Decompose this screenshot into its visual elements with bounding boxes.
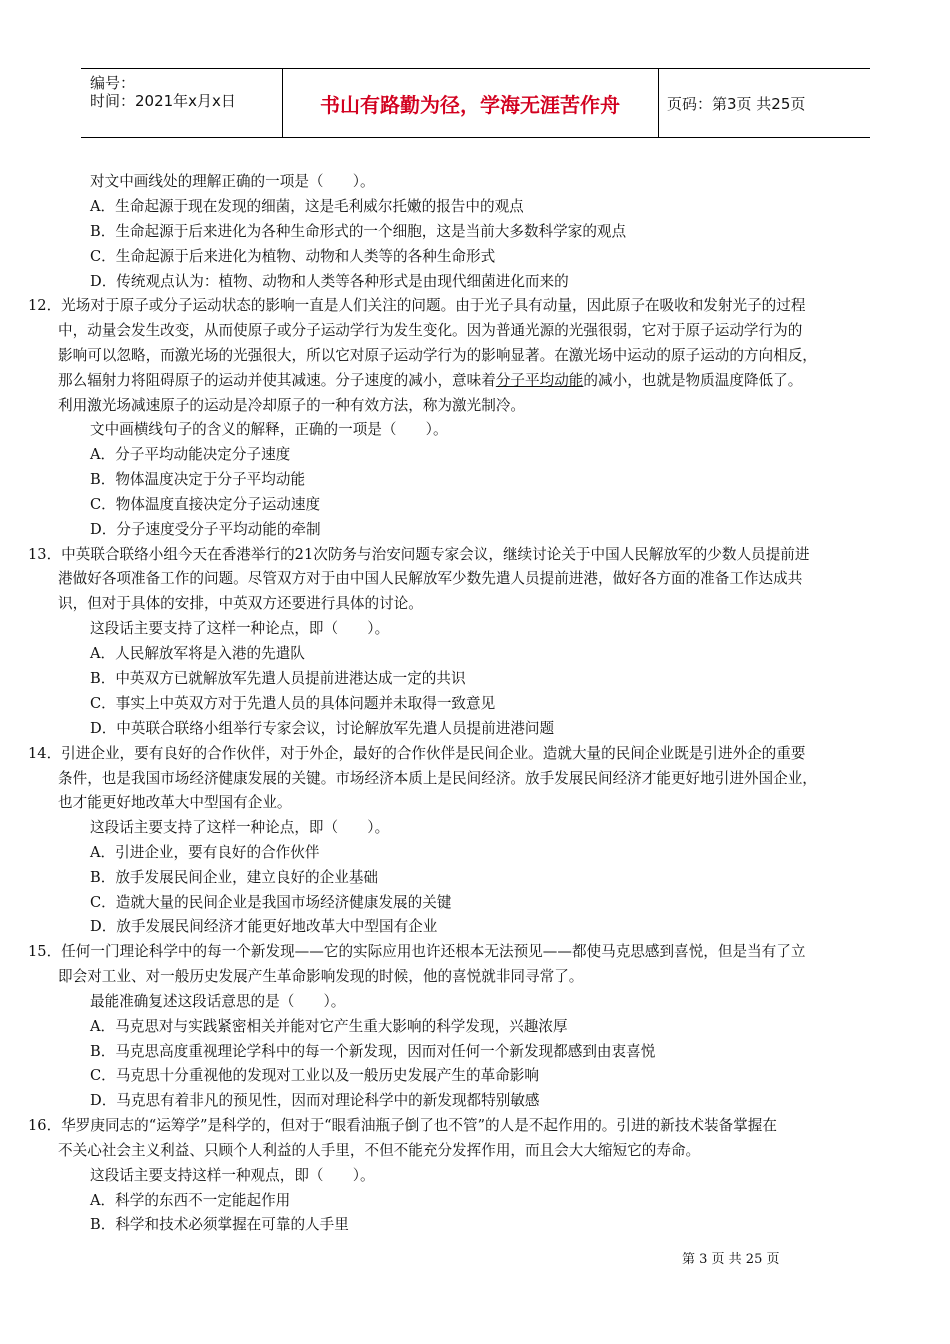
- text-line: B．马克思高度重视理论学科中的每一个新发现，因而对任何一个新发现都感到由衷喜悦: [90, 1043, 656, 1060]
- text-line: C．物体温度直接决定分子运动速度: [90, 496, 321, 513]
- text-line: 港做好各项准备工作的问题。尽管双方对于由中国人民解放军少数先遣人员提前进港，做好各方面的准备工作达成共: [58, 570, 803, 587]
- text-line: C．马克思十分重视他的发现对工业以及一般历史发展产生的革命影响: [90, 1067, 539, 1084]
- text-line: 条件，也是我国市场经济健康发展的关键。市场经济本质上是民间经济。放手发展民间经济才能更好地引进外国企业，: [58, 770, 817, 787]
- text-line: D．放手发展民间经济才能更好地改革大中型国有企业: [90, 918, 438, 935]
- underlined-phrase: 分子平均动能: [495, 372, 584, 389]
- text-line: 最能准确复述这段话意思的是（ ）。: [90, 993, 346, 1010]
- text-line: 这段话主要支持这样一种观点，即（ ）。: [90, 1167, 375, 1184]
- text-line: B．生命起源于后来进化为各种生命形式的一个细胞，这是当前大多数科学家的观点: [90, 223, 627, 240]
- text-line: 影响可以忽略，而激光场的光强很大，所以它对原子运动学行为的影响显著。在激光场中运动的原子运动的方向相反，: [58, 347, 817, 364]
- page-footer: 第 3 页 共 25 页: [682, 1252, 780, 1267]
- text-line: B．放手发展民间企业，建立良好的企业基础: [90, 869, 379, 886]
- text-line: 利用激光场减速原子的运动是冷却原子的一种有效方法，称为激光制冷。: [58, 397, 526, 414]
- page-info: 页码：第3页 共25页: [667, 94, 806, 113]
- text-line: 16．华罗庚同志的“运筹学”是科学的，但对于“眼看油瓶子倒了也不管”的人是不起作用的。引进的新技术装备掌握在: [28, 1117, 777, 1134]
- header-meta-cell: [81, 69, 283, 137]
- code-label: 编号：: [90, 74, 136, 92]
- page-header: [81, 68, 870, 138]
- text-line: 14．引进企业，要有良好的合作伙伴，对于外企，最好的合作伙伴是民间企业。造就大量的民间企业既是引进外企的重要: [28, 745, 806, 762]
- text-line: A．科学的东西不一定能起作用: [90, 1192, 291, 1209]
- text-line: A．生命起源于现在发现的细菌，这是毛利威尔托嫩的报告中的观点: [90, 198, 524, 215]
- text-line: C．事实上中英双方对于先遣人员的具体问题并未取得一致意见: [90, 695, 496, 712]
- text-line: 13．中英联合联络小组今天在香港举行的21次防务与治安问题专家会议，继续讨论关于中国人民解放军的少数人员提前进: [28, 546, 810, 563]
- text-line: D．传统观点认为：植物、动物和人类等各种形式是由现代细菌进化而来的: [90, 273, 569, 290]
- text-line: 这段话主要支持了这样一种论点，即（ ）。: [90, 620, 390, 637]
- text-line: 即会对工业、对一般历史发展产生革命影响发现的时候，他的喜悦就非同寻常了。: [58, 968, 584, 985]
- text-line: D．马克思有着非凡的预见性，因而对理论科学中的新发现都特别敏感: [90, 1092, 540, 1109]
- time-label: 时间：2021年x月x日: [90, 92, 236, 110]
- text-line: B．中英双方已就解放军先遣人员提前进港达成一定的共识: [90, 670, 466, 687]
- text-line: 不关心社会主义利益、只顾个人利益的人手里，不但不能充分发挥作用，而且会大大缩短它的寿命。: [58, 1142, 701, 1159]
- text-line: 文中画横线句子的含义的解释，正确的一项是（ ）。: [90, 421, 448, 438]
- text-line: D．中英联合联络小组举行专家会议，讨论解放军先遣人员提前进港问题: [90, 720, 555, 737]
- text-line: A．马克思对与实践紧密相关并能对它产生重大影响的科学发现，兴趣浓厚: [90, 1018, 568, 1035]
- motto: 书山有路勤为径，学海无涯苦作舟: [282, 69, 659, 137]
- text-line: 15．任何一门理论科学中的每一个新发现——它的实际应用也许还根本无法预见——都使马克思感到喜悦，但是当有了立: [28, 943, 806, 960]
- text-line: 也才能更好地改革大中型国有企业。: [58, 794, 292, 811]
- text-line: B．科学和技术必须掌握在可靠的人手里: [90, 1216, 349, 1233]
- text-line: 那么辐射力将阻碍原子的运动并使其减速。分子速度的减小，意味着分子平均动能的减小，也就是物质温度降低了。: [58, 372, 803, 389]
- text-line: 识，但对于具体的安排，中英双方还要进行具体的讨论。: [58, 595, 423, 612]
- text-line: A．引进企业，要有良好的合作伙伴: [90, 844, 320, 861]
- text-line: 这段话主要支持了这样一种论点，即（ ）。: [90, 819, 390, 836]
- text-line: C．生命起源于后来进化为植物、动物和人类等的各种生命形式: [90, 248, 496, 265]
- text-line: D．分子速度受分子平均动能的牵制: [90, 521, 321, 538]
- text-line: C．造就大量的民间企业是我国市场经济健康发展的关键: [90, 894, 452, 911]
- text-line: A．人民解放军将是入港的先遣队: [90, 645, 305, 662]
- text-line: 对文中画线处的理解正确的一项是（ ）。: [90, 173, 375, 190]
- text-line: B．物体温度决定于分子平均动能: [90, 471, 306, 488]
- text-line: 中，动量会发生改变，从而使原子或分子运动学行为发生变化。因为普通光源的光强很弱，它对于原子运动学行为的: [58, 322, 803, 339]
- text-line: 12．光场对于原子或分子运动状态的影响一直是人们关注的问题。由于光子具有动量，因此原子在吸收和发射光子的过程: [28, 297, 806, 314]
- text-line: A．分子平均动能决定分子速度: [90, 446, 291, 463]
